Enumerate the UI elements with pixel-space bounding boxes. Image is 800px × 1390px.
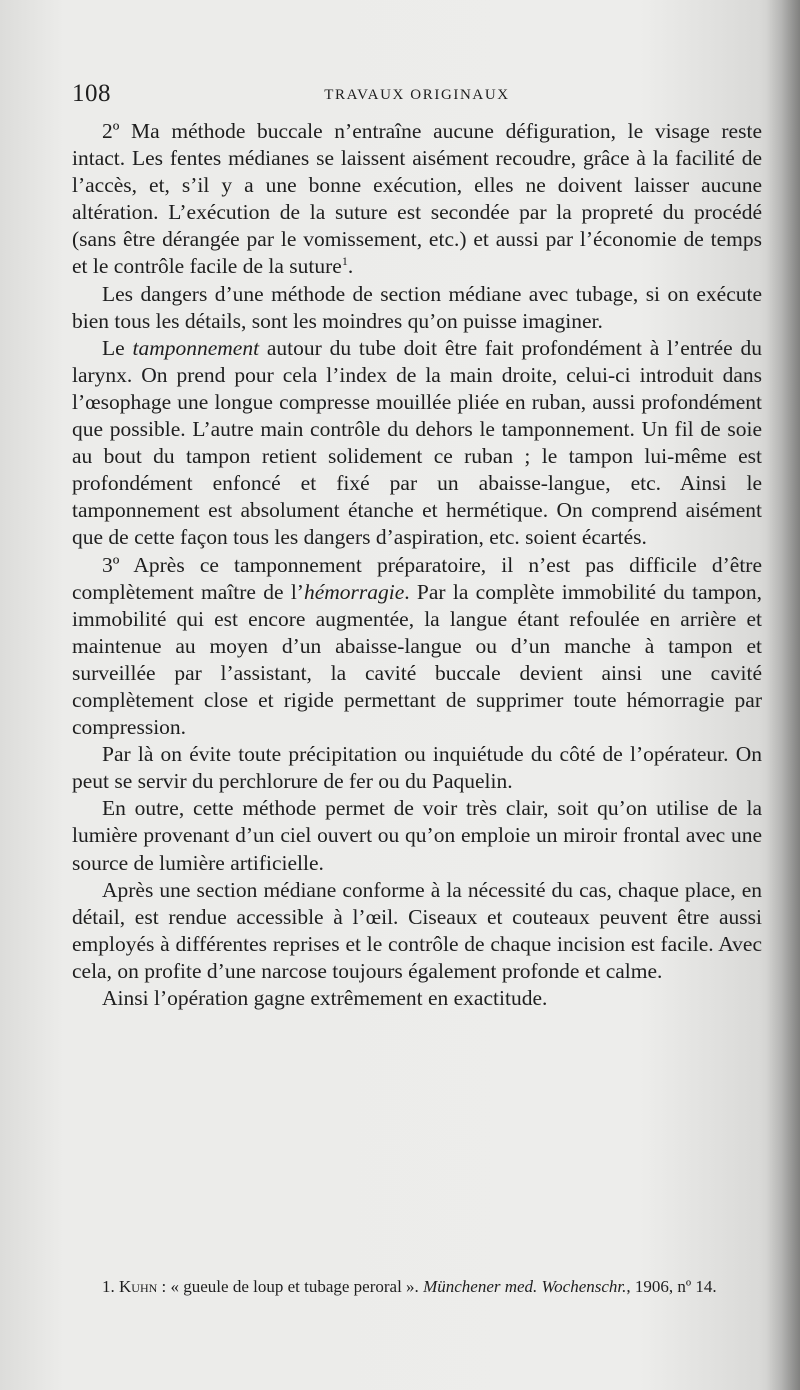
page-number: 108 xyxy=(72,80,111,107)
paragraph-text: Les dangers d’une méthode de section médiane avec tubage, si on exécute bien tous les détails, sont les moindres qu’on puisse imaginer. xyxy=(72,281,762,333)
footnotes xyxy=(72,1276,762,1298)
footnote-text: : « gueule de loup et tubage peroral ». xyxy=(157,1277,424,1296)
paragraph-text: Ainsi l’opération gagne extrêmement en exactitude. xyxy=(102,986,548,1010)
paragraph xyxy=(72,118,762,281)
page-header xyxy=(72,80,762,112)
footnote-reference: 1 xyxy=(341,254,348,269)
paragraph xyxy=(72,335,762,552)
paragraph xyxy=(72,552,762,742)
paragraph-text: . Par la complète immobilité du tampon, immobilité qui est encore augmentée, la langue étant refoulée en arrière et maintenue au moyen d’un abaisse-langue ou d’un manche à tampon et surveillée par l’assistant, la cavité buccale devient ainsi une cavité complètement close et rigide permettant de supprimer toute hémorragie par compression. xyxy=(72,579,762,740)
paragraph xyxy=(72,741,762,795)
paragraph-text: 2º Ma méthode buccale n’entraîne aucune défiguration, le visage reste intact. Les fentes médianes se laissent aisément recoudre, grâce à la facilité de l’accès, et, s’il y a une bonne exécution, elles ne doivent laisser aucune altération. L’exécution de la suture est secondée par la propreté du procédé (sans être dérangée par le vomissement, etc.) et aussi par l’économie de temps et le contrôle facile de la suture xyxy=(72,119,762,279)
paragraph-text: Après une section médiane conforme à la nécessité du cas, chaque place, en détail, est rendue accessible à l’œil. Ciseaux et couteaux peuvent être aussi employés à différentes reprises et le contrôle de chaque incision est facile. Avec cela, on profite d’une narcose toujours également profonde et calme. xyxy=(72,877,762,983)
footnote-journal: Münchener med. Wochenschr. xyxy=(423,1277,627,1296)
paragraph-text: Par là on évite toute précipitation ou inquiétude du côté de l’opérateur. On peut se servir du perchlorure de fer ou du Paquelin. xyxy=(72,742,762,794)
paragraph-text: 3º Après ce tamponnement préparatoire, il n’est pas difficile d’être complètement maître de l’ xyxy=(72,552,762,604)
footnote-citation: , 1906, nº 14. xyxy=(626,1277,717,1296)
emphasis-term: hémorragie xyxy=(303,579,405,604)
paragraph xyxy=(72,281,762,335)
paragraph-text: . xyxy=(347,254,354,279)
paragraph xyxy=(72,985,762,1012)
footnote-author: Kuhn xyxy=(119,1277,158,1296)
footnote-number: 1. xyxy=(102,1277,115,1296)
body-text xyxy=(72,118,762,1012)
paragraph xyxy=(72,877,762,985)
paragraph-text: En outre, cette méthode permet de voir très clair, soit qu’on utilise de la lumière provenant d’un ciel ouvert ou qu’on emploie un miroir frontal avec une source de lumière artificielle. xyxy=(72,796,762,875)
paragraph-text: autour du tube doit être fait profondément à l’entrée du larynx. On prend pour cela l’index de la main droite, celui-ci introduit dans l’œsophage une longue compresse mouillée pliée en ruban, aussi profondément que possible. L’autre main contrôle du dehors le tamponnement. Un fil de soie au bout du tampon retient solidement ce ruban ; le tampon lui-même est profondément enfoncé et fixé par un abaisse-langue, etc. Ainsi le tamponnement est absolument étanche et hermétique. On comprend aisément que de cette façon tous les dangers d’aspiration, etc. soient écartés. xyxy=(72,335,762,550)
paragraph-text: Le xyxy=(102,335,133,360)
page-binding-shadow xyxy=(766,0,800,1390)
paragraph xyxy=(72,795,762,876)
footnote xyxy=(72,1276,762,1298)
emphasis-term: tamponnement xyxy=(132,335,260,360)
running-title: TRAVAUX ORIGINAUX xyxy=(324,87,510,103)
